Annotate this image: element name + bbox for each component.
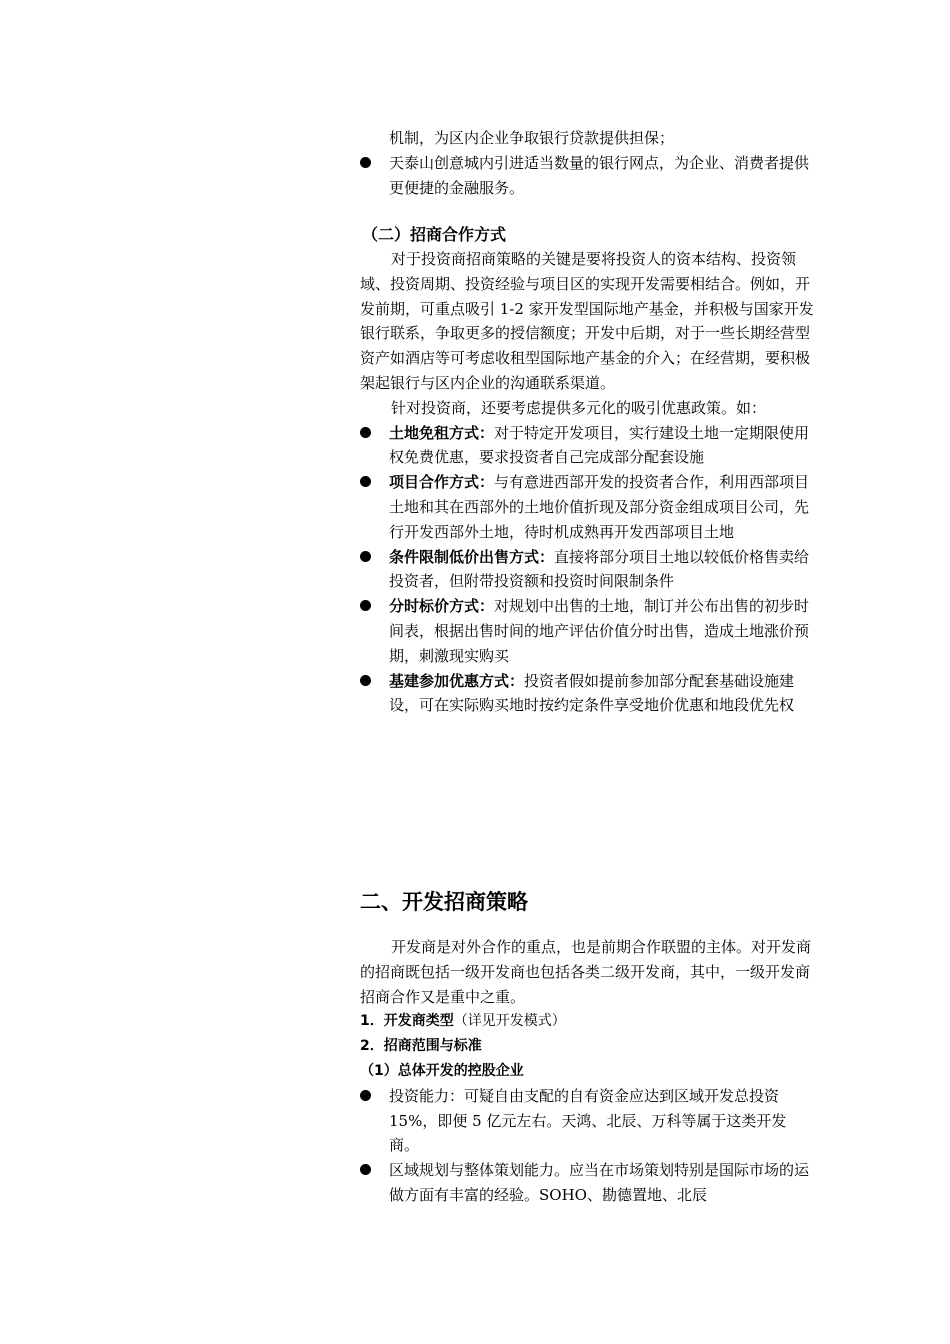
bullet-dot-icon (360, 1164, 371, 1175)
sub-heading: （1）总体开发的控股企业 (360, 1062, 524, 1079)
bullet-item (360, 421, 815, 471)
bullet-dot-icon (360, 427, 371, 438)
numbered-item-note: （详见开发模式） (453, 1013, 566, 1030)
bullet-item (360, 1084, 815, 1158)
numbered-item-label: 1．开发商类型 (360, 1013, 454, 1030)
numbered-item (360, 1009, 815, 1034)
bullet-item (360, 151, 815, 201)
bullet-text: 投资者假如提前参加部分配套基础设施建设，可在实际购买地时按约定条件享受地价优惠和地段优先权 (389, 671, 795, 715)
bullet-dot-icon (360, 157, 371, 168)
bullet-dot-icon (360, 675, 371, 686)
bullet-text: 天泰山创意城内引进适当数量的银行网点，为企业、消费者提供更便捷的金融服务。 (389, 153, 810, 197)
bullet-text: 与有意进西部开发的投资者合作，利用西部项目土地和其在西部外的土地价值折现及部分资金组成项目公司，先行开发西部外土地，待时机成熟再开发西部项目土地 (389, 473, 810, 541)
bullet-label: 项目合作方式： (389, 473, 495, 492)
bullet-item (360, 470, 815, 544)
bullet-text: 对于特定开发项目，实行建设土地一定期限使用权免费优惠，要求投资者自己完成部分配套设施 (389, 423, 810, 467)
bullet-item (360, 594, 815, 668)
top-block (360, 126, 815, 200)
section-cooperation (362, 222, 817, 248)
section-heading: （二）招商合作方式 (362, 225, 507, 244)
bullet-dot-icon (360, 551, 371, 562)
bullet-dot-icon (360, 476, 371, 487)
section-cooperation-body (360, 247, 815, 718)
bullet-text: 区域规划与整体策划能力。应当在市场策划特别是国际市场的运做方面有丰富的经验。SOHO、勘德置地、北辰 (389, 1161, 810, 1204)
bullet-label: 分时标价方式： (389, 597, 495, 616)
bullet-item (360, 669, 815, 719)
chapter-heading: 二、开发招商策略 (360, 890, 528, 914)
chapter-body (360, 935, 815, 1208)
bullet-dot-icon (360, 1090, 371, 1101)
chapter-heading-block (360, 886, 815, 916)
paragraph: 开发商是对外合作的重点，也是前期合作联盟的主体。对开发商的招商既包括一级开发商也包括各类二级开发商，其中，一级开发商招商合作又是重中之重。 (360, 938, 812, 1006)
bullet-label: 土地免租方式： (389, 423, 495, 442)
paragraph: 针对投资商，还要考虑提供多元化的吸引优惠政策。如： (391, 398, 767, 417)
bullet-item (360, 545, 815, 595)
numbered-item: 2．招商范围与标准 (360, 1038, 482, 1055)
bullet-item (360, 1158, 815, 1208)
continued-line: 机制，为区内企业争取银行贷款提供担保； (389, 129, 675, 147)
bullet-text: 直接将部分项目土地以较低价格售卖给投资者，但附带投资额和投资时间限制条件 (389, 547, 810, 591)
bullet-label: 基建参加优惠方式： (389, 671, 525, 690)
bullet-label: 条件限制低价出售方式： (389, 547, 555, 566)
bullet-text: 投资能力：可疑自由支配的自有资金应达到区域开发总投资 15%，即便 5 亿元左右。天鸿、北辰、万科等属于这类开发商。 (389, 1086, 787, 1155)
paragraph: 对于投资商招商策略的关键是要将投资人的资本结构、投资领域、投资周期、投资经验与项目区的实现开发需要相结合。例如，开发前期，可重点吸引 1-2 家开发型国际地产基金，并积极与国家开发银行联系，争取更多的授信额度；开发中后期，对于一些长期经营型资产如酒店等可考虑收租型国际地产基金的介入；在经营期，要积极架起银行与区内企业的沟通联系渠道。 (360, 250, 814, 392)
bullet-text: 对规划中出售的土地，制订并公布出售的初步时间表，根据出售时间的地产评估价值分时出售，造成土地涨价预期，刺激现实购买 (389, 597, 810, 665)
bullet-dot-icon (360, 600, 371, 611)
